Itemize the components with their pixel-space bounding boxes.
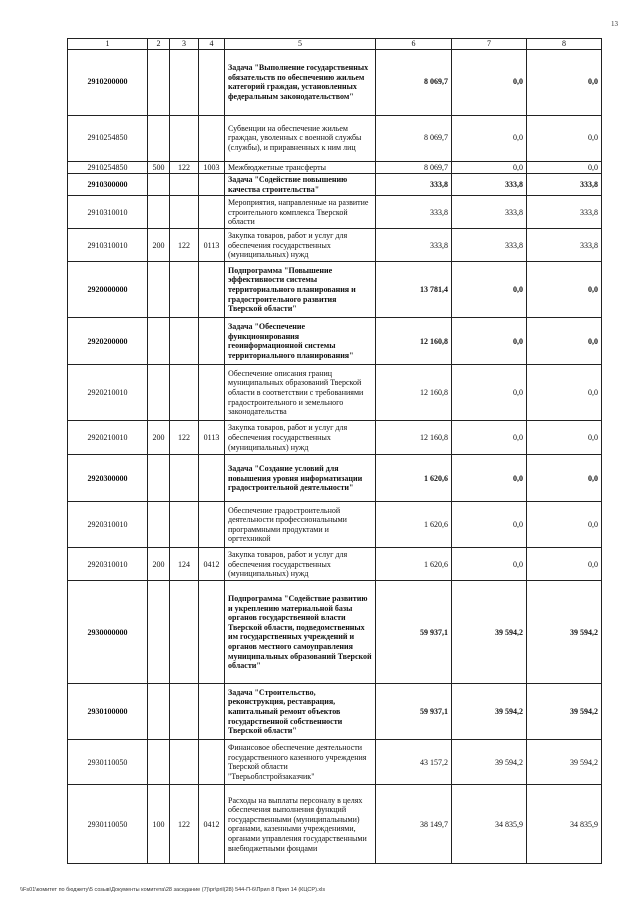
amount-col8-cell: 0,0	[527, 548, 602, 581]
amount-col8-cell: 333,8	[527, 229, 602, 262]
department-cell	[170, 740, 199, 785]
department-cell	[170, 196, 199, 229]
description-cell: Подпрограмма "Содействие развитию и укреплению материальной базы органов государственной власти Тверской области, подведомственных им государственных учреждений и органов местного самоуправления муниципальных образований Тверской области"	[225, 581, 376, 684]
amount-col6-cell: 1 620,6	[376, 548, 452, 581]
department-cell: 122	[170, 229, 199, 262]
department-cell	[170, 115, 199, 161]
amount-col6-cell: 1 620,6	[376, 455, 452, 502]
amount-col6-cell: 8 069,7	[376, 115, 452, 161]
amount-col8-cell: 333,8	[527, 196, 602, 229]
amount-col8-cell: 0,0	[527, 421, 602, 455]
amount-col7-cell: 39 594,2	[452, 740, 527, 785]
department-cell	[170, 174, 199, 196]
department-cell	[170, 502, 199, 548]
description-cell: Субвенции на обеспечение жильем граждан, уволенных с военной службы (службы), и приравненных к ним лиц	[225, 115, 376, 161]
table-row	[68, 548, 602, 581]
table-row	[68, 196, 602, 229]
section-cell	[199, 684, 225, 740]
amount-col7-cell: 333,8	[452, 174, 527, 196]
amount-col8-cell: 0,0	[527, 49, 602, 115]
column-header-1: 1	[68, 39, 148, 50]
amount-col6-cell: 12 160,8	[376, 365, 452, 421]
description-cell: Задача "Выполнение государственных обязательств по обеспечению жильем категорий граждан, установленных федеральным законодательством"	[225, 49, 376, 115]
column-header-4: 4	[199, 39, 225, 50]
description-cell: Закупка товаров, работ и услуг для обеспечения государственных (муниципальных) нужд	[225, 229, 376, 262]
table-row	[68, 229, 602, 262]
amount-col8-cell: 0,0	[527, 365, 602, 421]
target-code-cell: 2930110050	[68, 740, 148, 785]
amount-col7-cell: 0,0	[452, 365, 527, 421]
expense-type-cell	[148, 49, 170, 115]
target-code-cell: 2910200000	[68, 49, 148, 115]
column-header-2: 2	[148, 39, 170, 50]
department-cell	[170, 49, 199, 115]
expense-type-cell	[148, 196, 170, 229]
amount-col7-cell: 0,0	[452, 49, 527, 115]
table-row	[68, 455, 602, 502]
description-cell: Мероприятия, направленные на развитие строительного комплекса Тверской области	[225, 196, 376, 229]
page-number: 13	[611, 20, 618, 28]
expense-type-cell	[148, 502, 170, 548]
column-header-3: 3	[170, 39, 199, 50]
budget-table	[67, 38, 602, 864]
column-header-7: 7	[452, 39, 527, 50]
expense-type-cell	[148, 115, 170, 161]
amount-col7-cell: 0,0	[452, 262, 527, 318]
target-code-cell: 2930000000	[68, 581, 148, 684]
description-cell: Закупка товаров, работ и услуг для обеспечения государственных (муниципальных) нужд	[225, 548, 376, 581]
expense-type-cell	[148, 262, 170, 318]
expense-type-cell	[148, 455, 170, 502]
description-cell: Задача "Обеспечение функционирования геоинформационной системы территориального планирования"	[225, 318, 376, 365]
description-cell: Задача "Содействие повышению качества строительства"	[225, 174, 376, 196]
department-cell: 124	[170, 548, 199, 581]
department-cell	[170, 262, 199, 318]
amount-col7-cell: 34 835,9	[452, 785, 527, 864]
target-code-cell: 2920210010	[68, 365, 148, 421]
amount-col8-cell: 39 594,2	[527, 740, 602, 785]
description-cell: Расходы на выплаты персоналу в целях обеспечения выполнения функций государственными (муниципальными) органами, казенными учреждениями, органами управления государственными внебюджетными фондами	[225, 785, 376, 864]
amount-col6-cell: 59 937,1	[376, 581, 452, 684]
table-header-row	[68, 39, 602, 50]
column-header-6: 6	[376, 39, 452, 50]
expense-type-cell	[148, 581, 170, 684]
description-cell: Межбюджетные трансферты	[225, 161, 376, 174]
target-code-cell: 2930100000	[68, 684, 148, 740]
column-header-8: 8	[527, 39, 602, 50]
table-row	[68, 684, 602, 740]
table-row	[68, 365, 602, 421]
amount-col7-cell: 39 594,2	[452, 581, 527, 684]
target-code-cell: 2910310010	[68, 229, 148, 262]
target-code-cell: 2910254850	[68, 115, 148, 161]
section-cell: 1003	[199, 161, 225, 174]
amount-col6-cell: 12 160,8	[376, 421, 452, 455]
table-row	[68, 581, 602, 684]
department-cell	[170, 365, 199, 421]
amount-col7-cell: 333,8	[452, 196, 527, 229]
table-row	[68, 262, 602, 318]
table-row	[68, 421, 602, 455]
expense-type-cell	[148, 365, 170, 421]
target-code-cell: 2920300000	[68, 455, 148, 502]
table-row	[68, 161, 602, 174]
department-cell: 122	[170, 421, 199, 455]
description-cell: Подпрограмма "Повышение эффективности системы территориального планирования и градостроительного развития Тверской области"	[225, 262, 376, 318]
table-row	[68, 115, 602, 161]
expense-type-cell	[148, 684, 170, 740]
amount-col8-cell: 39 594,2	[527, 581, 602, 684]
department-cell	[170, 581, 199, 684]
section-cell	[199, 318, 225, 365]
description-cell: Обеспечение градостроительной деятельности профессиональными программными продуктами и оргтехникой	[225, 502, 376, 548]
amount-col7-cell: 0,0	[452, 548, 527, 581]
amount-col7-cell: 333,8	[452, 229, 527, 262]
file-path-footer: \\Fs01\комитет по бюджету\5 созыв\Документы комитета\28 заседание (7)\pr\pril(28) 544-П-6\Прил 8 Прил 14 (КЦСР).xls	[20, 887, 326, 893]
amount-col8-cell: 0,0	[527, 115, 602, 161]
description-cell: Закупка товаров, работ и услуг для обеспечения государственных (муниципальных) нужд	[225, 421, 376, 455]
amount-col7-cell: 0,0	[452, 161, 527, 174]
expense-type-cell: 200	[148, 548, 170, 581]
target-code-cell: 2920310010	[68, 502, 148, 548]
amount-col8-cell: 39 594,2	[527, 684, 602, 740]
target-code-cell: 2920000000	[68, 262, 148, 318]
department-cell	[170, 684, 199, 740]
expense-type-cell	[148, 740, 170, 785]
section-cell	[199, 455, 225, 502]
amount-col6-cell: 1 620,6	[376, 502, 452, 548]
amount-col8-cell: 333,8	[527, 174, 602, 196]
amount-col7-cell: 0,0	[452, 115, 527, 161]
description-cell: Финансовое обеспечение деятельности государственного казенного учреждения Тверской области "Тверьоблстройзаказчик"	[225, 740, 376, 785]
expense-type-cell: 200	[148, 229, 170, 262]
expense-type-cell: 100	[148, 785, 170, 864]
amount-col6-cell: 333,8	[376, 174, 452, 196]
table-row	[68, 49, 602, 115]
description-cell: Задача "Строительство, реконструкция, реставрация, капитальный ремонт объектов государственной собственности Тверской области"	[225, 684, 376, 740]
amount-col7-cell: 0,0	[452, 455, 527, 502]
amount-col7-cell: 0,0	[452, 318, 527, 365]
amount-col8-cell: 0,0	[527, 161, 602, 174]
table-row	[68, 502, 602, 548]
section-cell: 0412	[199, 548, 225, 581]
section-cell	[199, 174, 225, 196]
description-cell: Задача "Создание условий для повышения уровня информатизации градостроительной деятельности"	[225, 455, 376, 502]
target-code-cell: 2910310010	[68, 196, 148, 229]
amount-col8-cell: 34 835,9	[527, 785, 602, 864]
table-row	[68, 740, 602, 785]
column-header-5: 5	[225, 39, 376, 50]
expense-type-cell	[148, 318, 170, 365]
target-code-cell: 2910300000	[68, 174, 148, 196]
table-row	[68, 785, 602, 864]
amount-col6-cell: 8 069,7	[376, 49, 452, 115]
amount-col6-cell: 12 160,8	[376, 318, 452, 365]
target-code-cell: 2920310010	[68, 548, 148, 581]
section-cell	[199, 581, 225, 684]
amount-col6-cell: 38 149,7	[376, 785, 452, 864]
department-cell	[170, 318, 199, 365]
amount-col8-cell: 0,0	[527, 455, 602, 502]
section-cell	[199, 740, 225, 785]
target-code-cell: 2910254850	[68, 161, 148, 174]
section-cell: 0113	[199, 229, 225, 262]
expense-type-cell: 500	[148, 161, 170, 174]
department-cell: 122	[170, 785, 199, 864]
amount-col6-cell: 8 069,7	[376, 161, 452, 174]
amount-col8-cell: 0,0	[527, 502, 602, 548]
section-cell	[199, 196, 225, 229]
amount-col6-cell: 333,8	[376, 196, 452, 229]
department-cell	[170, 455, 199, 502]
amount-col6-cell: 59 937,1	[376, 684, 452, 740]
table-row	[68, 174, 602, 196]
table-body	[68, 49, 602, 864]
table-row	[68, 318, 602, 365]
section-cell	[199, 365, 225, 421]
amount-col7-cell: 0,0	[452, 421, 527, 455]
amount-col8-cell: 0,0	[527, 318, 602, 365]
section-cell: 0412	[199, 785, 225, 864]
target-code-cell: 2920200000	[68, 318, 148, 365]
expense-type-cell	[148, 174, 170, 196]
target-code-cell: 2930110050	[68, 785, 148, 864]
amount-col6-cell: 43 157,2	[376, 740, 452, 785]
amount-col8-cell: 0,0	[527, 262, 602, 318]
section-cell: 0113	[199, 421, 225, 455]
section-cell	[199, 115, 225, 161]
description-cell: Обеспечение описания границ муниципальных образований Тверской области в соответствии с требованиями градостроительного и земельного законодательства	[225, 365, 376, 421]
amount-col6-cell: 333,8	[376, 229, 452, 262]
section-cell	[199, 502, 225, 548]
amount-col6-cell: 13 781,4	[376, 262, 452, 318]
department-cell: 122	[170, 161, 199, 174]
section-cell	[199, 49, 225, 115]
expense-type-cell: 200	[148, 421, 170, 455]
target-code-cell: 2920210010	[68, 421, 148, 455]
amount-col7-cell: 0,0	[452, 502, 527, 548]
section-cell	[199, 262, 225, 318]
amount-col7-cell: 39 594,2	[452, 684, 527, 740]
